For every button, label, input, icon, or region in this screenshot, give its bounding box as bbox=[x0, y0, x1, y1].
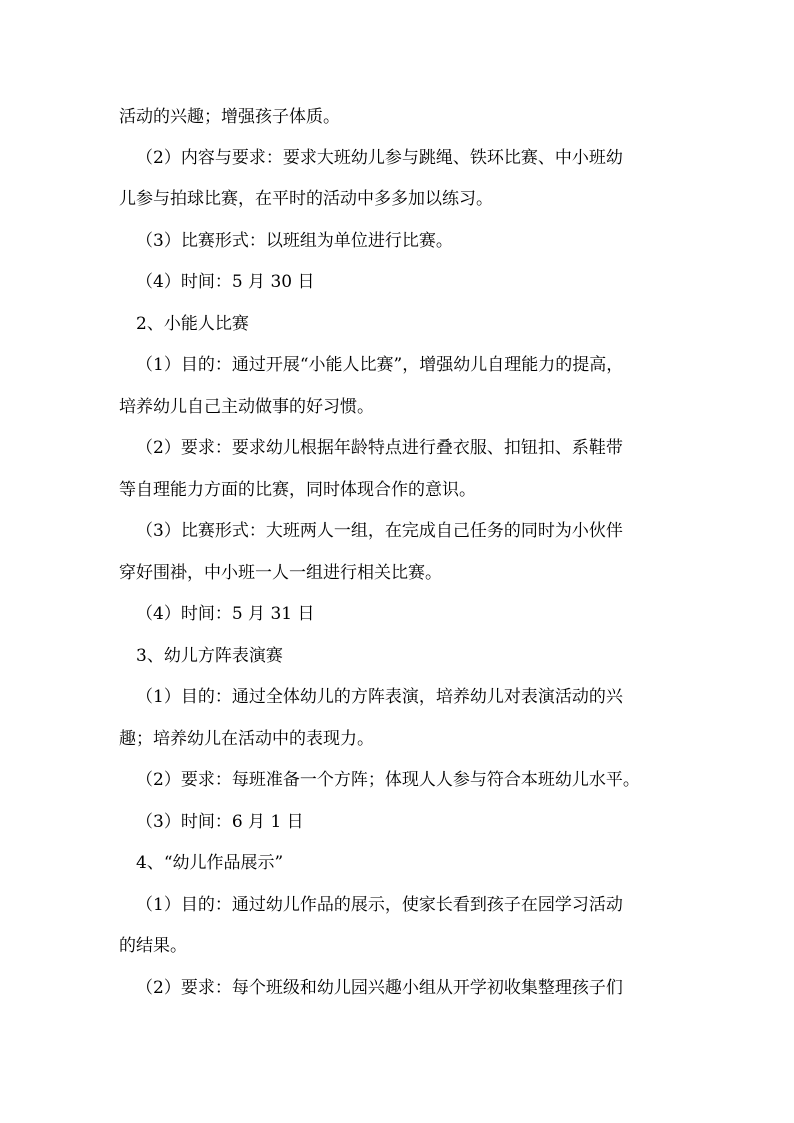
list-item-line: （3）时间：6 月 1 日 bbox=[136, 812, 304, 832]
paragraph-line: 等自理能力方面的比赛，同时体现合作的意识。 bbox=[119, 480, 476, 500]
list-item-line: （2）要求：每个班级和幼儿园兴趣小组从开学初收集整理孩子们 bbox=[136, 978, 623, 998]
list-item-line: （3）比赛形式：大班两人一组，在完成自己任务的同时为小伙伴 bbox=[136, 521, 623, 541]
list-item-line: （4）时间：5 月 30 日 bbox=[136, 272, 315, 292]
section-heading: 4、“幼儿作品展示” bbox=[136, 853, 284, 873]
paragraph-line: 培养幼儿自己主动做事的好习惯。 bbox=[119, 397, 374, 417]
list-item-line: （3）比赛形式：以班组为单位进行比赛。 bbox=[136, 231, 453, 251]
list-item-line: （1）目的：通过开展“小能人比赛”，增强幼儿自理能力的提高， bbox=[136, 355, 624, 375]
list-item-line: （4）时间：5 月 31 日 bbox=[136, 604, 315, 624]
list-item-line: （2）内容与要求：要求大班幼儿参与跳绳、铁环比赛、中小班幼 bbox=[136, 148, 623, 168]
paragraph-line: 穿好围褂，中小班一人一组进行相关比赛。 bbox=[119, 563, 442, 583]
paragraph-line: 儿参与拍球比赛，在平时的活动中多多加以练习。 bbox=[119, 189, 493, 209]
list-item-line: （2）要求：每班准备一个方阵；体现人人参与符合本班幼儿水平。 bbox=[136, 770, 640, 790]
paragraph-line: 活动的兴趣；增强孩子体质。 bbox=[119, 107, 340, 127]
section-heading: 3、幼儿方阵表演赛 bbox=[136, 646, 283, 666]
paragraph-line: 的结果。 bbox=[119, 936, 187, 956]
paragraph-line: 趣；培养幼儿在活动中的表现力。 bbox=[119, 729, 374, 749]
list-item-line: （1）目的：通过幼儿作品的展示，使家长看到孩子在园学习活动 bbox=[136, 895, 623, 915]
section-heading: 2、小能人比赛 bbox=[136, 314, 249, 334]
list-item-line: （2）要求：要求幼儿根据年龄特点进行叠衣服、扣钮扣、系鞋带 bbox=[136, 438, 623, 458]
list-item-line: （1）目的：通过全体幼儿的方阵表演，培养幼儿对表演活动的兴 bbox=[136, 687, 623, 707]
